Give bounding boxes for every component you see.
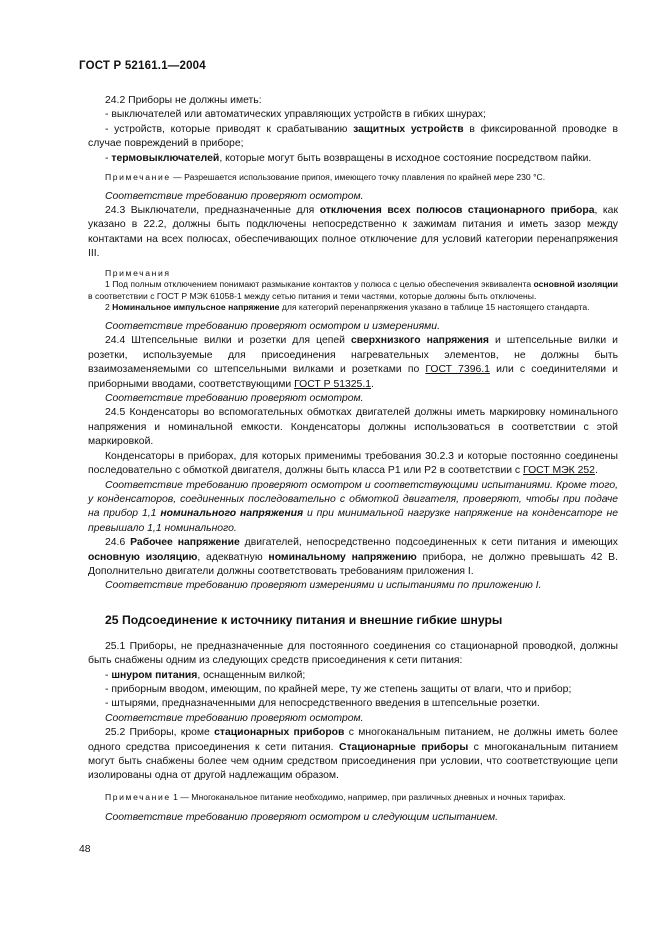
text-run: с многоканальным питанием могут быть снабжены более чем одним средством присоединения при условии, что соответствующие цепи изолированы одна от другой надлежащим образом. — [88, 741, 618, 782]
clause-25-1: 25.1 Приборы, не предназначенные для постоянного соединения со стационарной проводкой, должны быть снабжены одним из следующих средств присоединения к сети питания: — [88, 640, 618, 667]
text-run: и при минимальной нагрузке напряжение на конденсаторе не превышало 1,1 номинального. — [88, 508, 618, 534]
text-run: Соответствие требованию проверяют осмотром и соответствующими испытаниями. Кроме того, у конденсаторов, соединенных последовательно с обмоткой двигателя, проверяют, чтобы при подаче на прибор 1,1 — [88, 479, 618, 520]
clause-24-3-notes-label — [88, 268, 618, 280]
page-body — [88, 94, 618, 826]
standard-code-header: ГОСТ Р 52161.1—2004 — [79, 60, 206, 72]
clause-24-5-p1: 24.5 Конденсаторы во вспомогательных обмотках двигателей должны иметь маркировку номинального напряжения и номинальной емкости. Конденсаторы должны использоваться в соответствии с этой маркировкой. — [88, 407, 618, 448]
term-stationary-appliances: стационарных приборов — [214, 727, 345, 739]
term-stationary-appliances: Стационарные приборы — [338, 741, 469, 753]
notes-label: Примечания — [105, 267, 171, 278]
text-run: в фиксированной проводке в случае повреждений в приборе; — [88, 123, 618, 150]
clause-24-3-note-1 — [88, 279, 618, 302]
clause-24-4-compliance: Соответствие требованию проверяют осмотром. — [105, 393, 364, 405]
clause-24-6 — [88, 536, 618, 579]
clause-24-3 — [88, 204, 618, 262]
text-run: или с соединителями и приборными вводами, соответствующими — [88, 364, 618, 390]
text-run: , которые могут быть возвращены в исходное состояние посредством пайки. — [219, 152, 592, 164]
text-run: с многоканальным питанием, не должны иметь более одного средства присоединения к сети питания. — [88, 727, 619, 753]
clause-24-2-item-2 — [88, 123, 618, 152]
text-run: , как указано в 22.2, должны быть подключены непосредственно к зажимам питания и иметь зазор между контактами на всех полюсах, обеспечивающих полное отключение для условий категории перенапряжения III. — [88, 205, 618, 260]
clause-25-2-compliance: Соответствие требованию проверяют осмотром и следующим испытанием. — [105, 812, 498, 824]
term-working-voltage: Рабочее напряжение — [130, 537, 240, 549]
text-run: двигателей, непосредственно подсоединенных к сети питания и имеющих — [239, 537, 618, 549]
text-run: 25.2 Приборы, кроме — [105, 727, 215, 739]
text-run: . — [594, 465, 598, 477]
text-run: - устройств, которые приводят к срабатыванию — [105, 123, 354, 135]
clause-24-6-compliance: Соответствие требованию проверяют измерениями и испытаниями по приложению I. — [105, 580, 542, 592]
clause-25-2 — [88, 726, 618, 784]
clause-24-2-item-1: - выключателей или автоматических управляющих устройств в гибких шнурах; — [105, 109, 486, 121]
term-rated-voltage: номинального напряжения — [160, 508, 304, 520]
clause-25-2-note — [88, 792, 618, 804]
text-run: Конденсаторы в приборах, для которых применимы требования 30.2.3 и которые постоянно соединены последовательно с обмоткой двигателя, должны быть класса Р1 или Р2 в соответствии с — [88, 450, 618, 477]
clause-24-3-note-2 — [88, 302, 618, 314]
text-run: 24.4 Штепсельные вилки и розетки для цепей — [105, 335, 351, 347]
term-thermal-cutouts: термовыключателей — [111, 152, 220, 164]
text-run: 24.3 Выключатели, предназначенные для — [105, 205, 320, 217]
clause-24-5-compliance — [88, 479, 618, 537]
text-run: - — [105, 152, 112, 164]
clause-25-1-item-2: - приборным вводом, имеющим, по крайней мере, ту же степень защиты от влаги, что и прибор; — [105, 683, 572, 695]
page-number: 48 — [79, 844, 91, 855]
term-basic-insulation: основной изоляции — [533, 279, 618, 290]
standard-reference-link[interactable]: ГОСТ Р 51325.1 — [294, 378, 372, 390]
text-run: прибора, не должно превышать 42 В. Дополнительно двигатели должны соответствовать требованиям приложения I. — [88, 551, 618, 577]
clause-24-4 — [88, 334, 618, 392]
clause-24-3-compliance: Соответствие требованию проверяют осмотром и измерениями. — [105, 321, 440, 333]
clause-24-5-p2 — [88, 450, 618, 479]
text-run: , оснащенным вилкой; — [197, 669, 306, 681]
text-run: 1 Под полным отключением понимают размыкание контактов у полюса с целью обеспечения эквивалента — [105, 279, 534, 290]
clause-24-2-item-3 — [88, 152, 618, 166]
clause-25-1-item-1 — [88, 669, 618, 683]
clause-24-2-compliance: Соответствие требованию проверяют осмотром. — [105, 190, 364, 202]
clause-24-2-intro: 24.2 Приборы не должны иметь: — [105, 95, 262, 106]
note-text: — Разрешается использование припоя, имеющего точку плавления по крайней мере 230 °С. — [170, 172, 546, 183]
term-all-pole-disconnection: отключения всех полюсов стационарного прибора — [319, 205, 595, 217]
text-run: . — [371, 378, 374, 390]
note-label: Примечание — [105, 791, 171, 802]
clause-24-2-note — [88, 172, 618, 184]
text-run: для категорий перенапряжения указано в таблице 15 настоящего стандарта. — [279, 302, 590, 313]
text-run: , адекватную — [197, 551, 269, 563]
clause-25-1-compliance: Соответствие требованию проверяют осмотром. — [105, 712, 364, 724]
section-25-heading: 25 Подсоединение к источнику питания и внешние гибкие шнуры — [105, 612, 503, 627]
standard-reference-link[interactable]: ГОСТ МЭК 252 — [523, 465, 595, 477]
text-run: и штепсельные вилки и розетки, используемые для присоединения нагревательных элементов, не должны быть взаимозаменяемыми со штепсельными вилками и розетками по — [88, 335, 618, 376]
note-text: 1 — Многоканальное питание необходимо, например, при различных дневных и ночных тарифах. — [170, 791, 566, 802]
text-run: - — [105, 669, 112, 681]
term-rated-voltage: номинальному напряжению — [268, 551, 417, 563]
term-rated-impulse-voltage: Номинальное импульсное напряжение — [112, 302, 280, 313]
clause-25-1-item-3: - штырями, предназначенными для непосредственного введения в штепсельные розетки. — [105, 698, 540, 710]
term-basic-insulation: основную изоляцию — [88, 551, 198, 563]
text-run: 24.6 — [105, 537, 131, 549]
standard-reference-link[interactable]: ГОСТ 7396.1 — [425, 364, 490, 376]
term-supply-cord: шнуром питания — [111, 669, 198, 681]
text-run: 2 — [105, 302, 113, 313]
term-safety-extra-low-voltage: сверхнизкого напряжения — [351, 335, 489, 347]
note-label: Примечание — [105, 172, 171, 183]
text-run: в соответствии с ГОСТ Р МЭК 61058-1 между сетью питания и теми частями, которые должны быть отключены. — [88, 290, 537, 301]
term-protective-devices: защитных устройств — [353, 123, 464, 135]
